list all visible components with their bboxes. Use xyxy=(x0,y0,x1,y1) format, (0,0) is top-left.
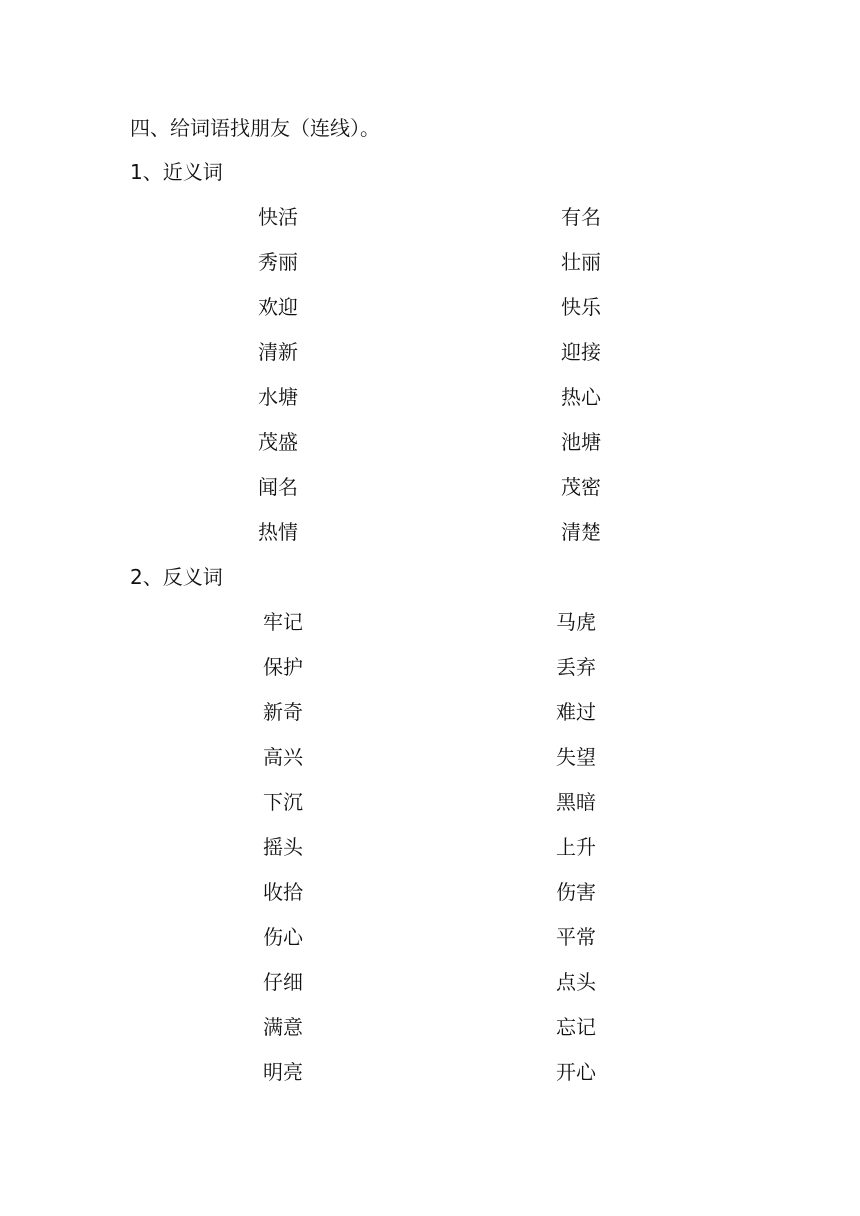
antonym-right-word[interactable]: 伤害 xyxy=(556,880,596,904)
synonym-right-word[interactable]: 热心 xyxy=(561,385,601,409)
synonyms-heading: 1、近义词 xyxy=(130,160,223,184)
synonym-right-word[interactable]: 池塘 xyxy=(561,430,601,454)
exercise-title: 四、给词语找朋友（连线）。 xyxy=(130,116,380,140)
antonym-right-word[interactable]: 点头 xyxy=(556,970,596,994)
antonym-left-word[interactable]: 明亮 xyxy=(263,1060,303,1084)
antonym-right-word[interactable]: 开心 xyxy=(556,1060,596,1084)
antonym-left-word[interactable]: 高兴 xyxy=(263,745,303,769)
synonym-right-word[interactable]: 快乐 xyxy=(561,295,601,319)
antonym-right-word[interactable]: 忘记 xyxy=(556,1015,596,1039)
synonym-left-word[interactable]: 热情 xyxy=(258,520,298,544)
antonyms-heading: 2、反义词 xyxy=(130,565,223,589)
synonym-right-word[interactable]: 有名 xyxy=(561,205,601,229)
synonym-left-word[interactable]: 水塘 xyxy=(258,385,298,409)
antonym-left-word[interactable]: 伤心 xyxy=(263,925,303,949)
synonym-left-word[interactable]: 快活 xyxy=(258,205,298,229)
synonym-left-word[interactable]: 茂盛 xyxy=(258,430,298,454)
antonym-left-word[interactable]: 摇头 xyxy=(263,835,303,859)
antonym-right-word[interactable]: 丢弃 xyxy=(556,655,596,679)
antonym-left-word[interactable]: 收拾 xyxy=(263,880,303,904)
synonym-right-word[interactable]: 迎接 xyxy=(561,340,601,364)
synonym-left-word[interactable]: 闻名 xyxy=(258,475,298,499)
synonym-left-word[interactable]: 欢迎 xyxy=(258,295,298,319)
antonym-left-word[interactable]: 满意 xyxy=(263,1015,303,1039)
antonym-right-word[interactable]: 平常 xyxy=(556,925,596,949)
synonym-right-word[interactable]: 茂密 xyxy=(561,475,601,499)
antonym-left-word[interactable]: 仔细 xyxy=(263,970,303,994)
antonym-left-word[interactable]: 保护 xyxy=(263,655,303,679)
antonym-right-word[interactable]: 失望 xyxy=(556,745,596,769)
antonym-left-word[interactable]: 牢记 xyxy=(263,610,303,634)
antonym-left-word[interactable]: 下沉 xyxy=(263,790,303,814)
synonym-right-word[interactable]: 清楚 xyxy=(561,520,601,544)
antonym-right-word[interactable]: 上升 xyxy=(556,835,596,859)
synonym-right-word[interactable]: 壮丽 xyxy=(561,250,601,274)
antonym-left-word[interactable]: 新奇 xyxy=(263,700,303,724)
synonym-left-word[interactable]: 秀丽 xyxy=(258,250,298,274)
synonym-left-word[interactable]: 清新 xyxy=(258,340,298,364)
antonym-right-word[interactable]: 马虎 xyxy=(556,610,596,634)
antonym-right-word[interactable]: 黑暗 xyxy=(556,790,596,814)
antonym-right-word[interactable]: 难过 xyxy=(556,700,596,724)
